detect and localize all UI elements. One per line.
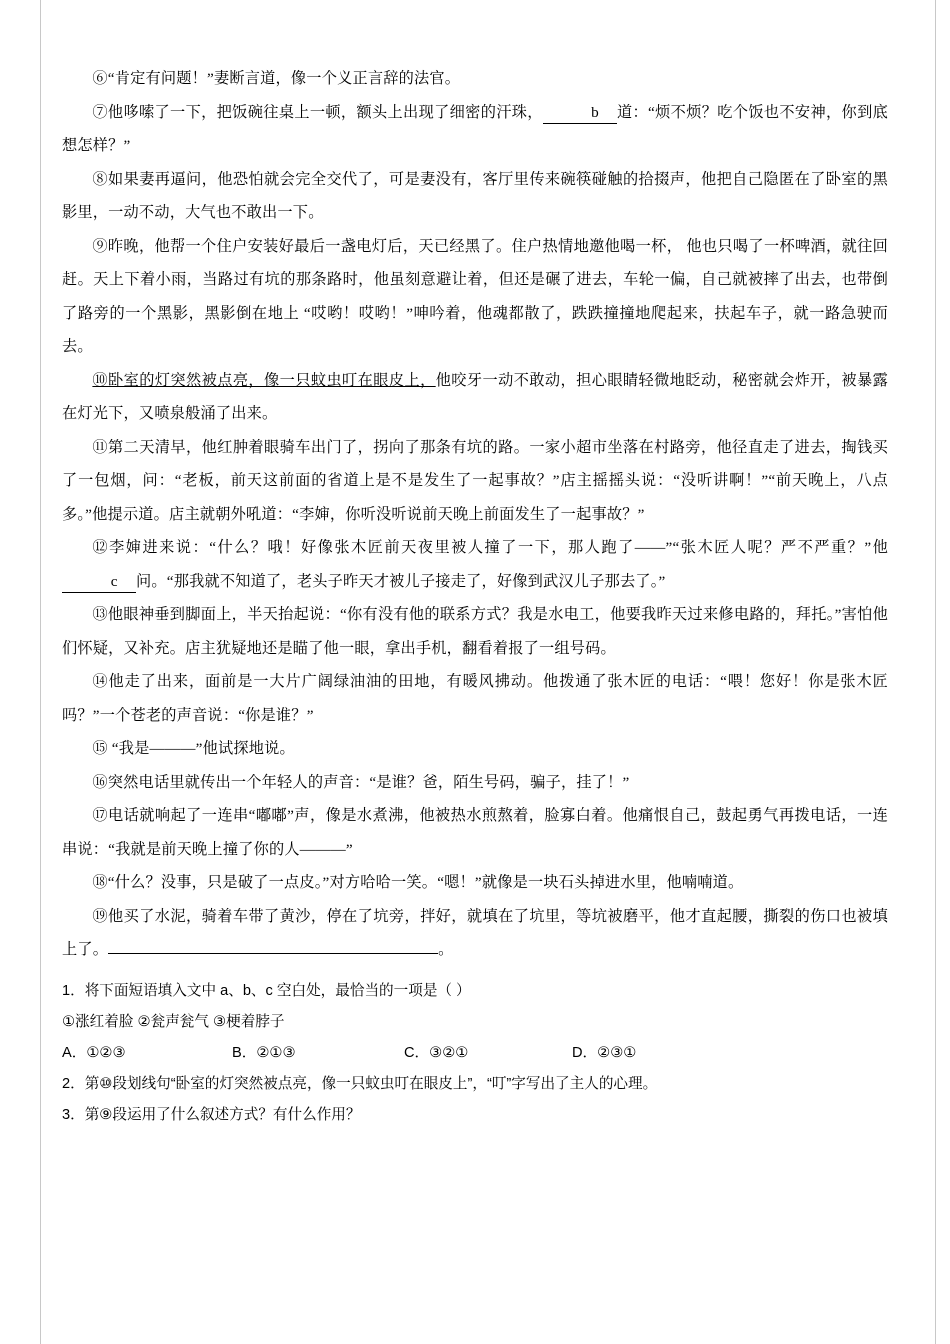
paragraph-18-text: ⑱“什么？没事，只是破了一点皮。”对方哈哈一笑。“嗯！”就像是一块石头掉进水里，他喃喃道。 [92, 874, 744, 891]
paragraph-12-pre: ⑫李婶进来说：“什么？哦！好像张木匠前天夜里被人撞了一下，那人跑了——”“张木匠人呢？严不严重？”他 [92, 539, 888, 556]
paragraph-17 [62, 799, 888, 866]
paragraph-18 [62, 866, 888, 900]
paragraph-13-text: ⑬他眼神垂到脚面上，半天抬起说：“你有没有他的联系方式？我是水电工，他要我昨天过来修电路的，拜托。”害怕他们怀疑，又补充。店主犹疑地还是瞄了他一眼，拿出手机，翻看着报了一组号码。 [62, 606, 888, 657]
question-1: 1．将下面短语填入文中 a、b、c 空白处，最恰当的一项是（ ） [62, 982, 471, 999]
question-1-options [62, 1038, 888, 1069]
paragraph-19-text: ⑲他买了水泥，骑着车带了黄沙，停在了坑旁，拌好，就填在了坑里，等坑被磨平，他才直起腰，撕裂的伤口也被填上了。 [62, 907, 888, 958]
paragraph-12 [62, 531, 888, 598]
paragraph-6-text: ⑥“肯定有问题！”妻断言道，像一个义正言辞的法官。 [92, 70, 461, 87]
paragraph-10-rest: 他咬牙一动不敢动，担心眼睛轻微地眨动，秘密就会炸开，被暴露在灯光下，又喷泉般涌了出来。 [62, 371, 888, 422]
paragraph-8-text: ⑧如果妻再逼问，他恐怕就会完全交代了，可是妻没有，客厅里传来碗筷碰触的拾掇声，他把自己隐匿在了卧室的黑影里，一动不动，大气也不敢出一下。 [62, 170, 888, 221]
paragraph-19 [62, 900, 888, 967]
paragraph-7-pre: ⑦他哆嗦了一下，把饭碗往桌上一顿，额头上出现了细密的汗珠， [92, 103, 543, 121]
blank-c: c [62, 572, 136, 593]
paragraph-7 [62, 96, 888, 163]
paragraph-15 [62, 732, 888, 766]
paragraph-12-post: 问。“那我就不知道了，老头子昨天才被儿子接走了，好像到武汉儿子那去了。” [136, 572, 666, 590]
paragraph-16-text: ⑯突然电话里就传出一个年轻人的声音：“是谁？爸，陌生号码，骗子，挂了！” [92, 773, 630, 791]
paragraph-10-underlined-sentence: ⑩卧室的灯突然被点亮，像一只蚊虫叮在眼皮上， [92, 371, 436, 389]
option-d[interactable]: D．②③① [572, 1044, 637, 1061]
paragraph-14-text: ⑭他走了出来，面前是一大片广阔绿油油的田地，有暖风拂动。他拨通了张木匠的电话：“喂！您好！你是张木匠吗？”一个苍老的声音说：“你是谁？” [62, 673, 888, 724]
question-3: 3．第⑨段运用了什么叙述方式？有什么作用？ [62, 1106, 361, 1123]
question-1-phrases: ①涨红着脸 ②瓮声瓮气 ③梗着脖子 [62, 1013, 285, 1030]
paragraph-13 [62, 598, 888, 665]
paragraph-11 [62, 431, 888, 532]
question-2: 2．第⑩段划线句“卧室的灯突然被点亮，像一只蚊虫叮在眼皮上”，“叮”字写出了主人的心理。 [62, 1075, 658, 1092]
paragraph-9 [62, 230, 888, 364]
questions-section [62, 976, 888, 1131]
paragraph-10 [62, 364, 888, 431]
paragraph-17-text: ⑰电话就响起了一连串“嘟嘟”声，像是水煮沸，他被热水煎熬着，脸寡白着。他痛恨自己，鼓起勇气再拨电话，一连串说：“我就是前天晚上撞了你的人———” [62, 807, 888, 858]
paragraph-6 [62, 62, 888, 96]
option-b[interactable]: B．②①③ [232, 1044, 296, 1061]
page-border-right [935, 0, 936, 1344]
page-border-left [40, 0, 41, 1344]
passage-body [62, 62, 888, 967]
paragraph-14 [62, 665, 888, 732]
option-c[interactable]: C．③②① [404, 1044, 469, 1061]
paragraph-11-text: ⑪第二天清早，他红肿着眼骑车出门了，拐向了那条有坑的路。一家小超市坐落在村路旁，他径直走了进去，掏钱买了一包烟，问：“老板，前天这前面的省道上是不是发生了一起事故？”店主摇摇头说：“没听讲啊！”“前天晚上，八点多。”他提示道。店主就朝外吼道：“李婶，你听没听说前天晚上前面发生了一起事故？” [62, 438, 888, 523]
blank-answer-line [108, 937, 438, 954]
paragraph-8 [62, 163, 888, 230]
paragraph-15-text: ⑮ “我是———”他试探地说。 [92, 740, 295, 757]
paragraph-9-text: ⑨昨晚，他帮一个住户安装好最后一盏电灯后，天已经黑了。住户热情地邀他喝一杯， 他也只喝了一杯啤酒，就往回赶。天上下着小雨，当路过有坑的那条路时，他虽刻意避让着，但还是碾了进去，车轮一偏，自己就被摔了出去，也带倒了路旁的一个黑影，黑影倒在地上 “哎哟！哎哟！”呻吟着，他魂都散了，跌跌撞撞地爬起来，扶起车子，就一路急驶而去。 [62, 237, 888, 355]
paragraph-7-post: 道：“烦不烦？吃个饭也不安神，你到底想怎样？” [62, 103, 888, 154]
option-a[interactable]: A．①②③ [62, 1044, 126, 1061]
paragraph-19-post: 。 [438, 941, 454, 958]
paragraph-16 [62, 766, 888, 800]
blank-b: b [543, 103, 617, 124]
